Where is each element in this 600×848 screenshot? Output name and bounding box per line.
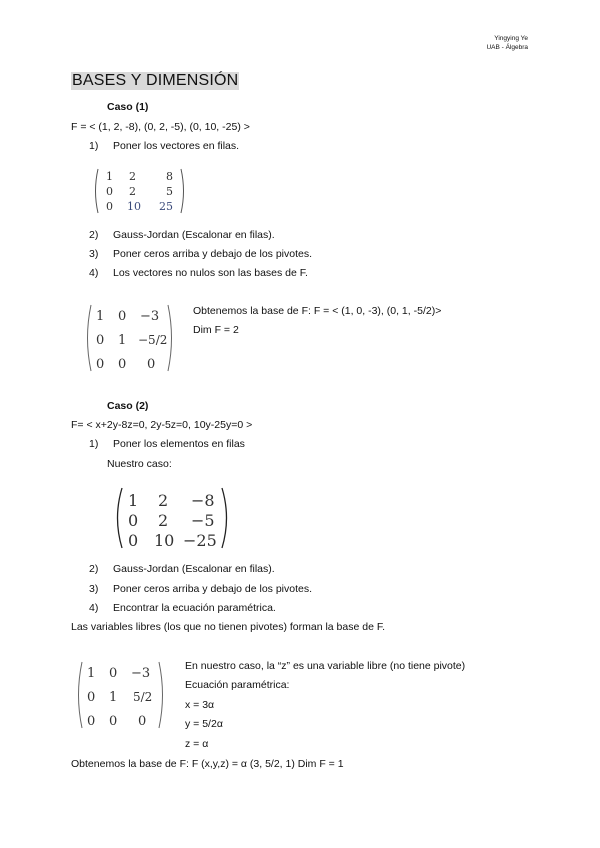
- cell: 1: [109, 690, 118, 705]
- cell: 1: [106, 170, 113, 183]
- step-number: 4): [89, 267, 99, 279]
- cell: 5: [166, 185, 173, 198]
- cell: 0: [118, 357, 127, 372]
- cell: 2: [158, 511, 169, 530]
- case1-set: F = < (1, 2, -8), (0, 2, -5), (0, 10, -25) >: [71, 121, 250, 133]
- cell: 0: [87, 690, 96, 705]
- step-number: 2): [89, 563, 99, 575]
- cell: −3: [140, 309, 160, 324]
- step-text: Poner los elementos en filas: [113, 438, 245, 450]
- case2-note: En nuestro caso, la “z” es una variable libre (no tiene pivote): [185, 660, 466, 672]
- cell: −3: [131, 666, 151, 681]
- case2-result: Obtenemos la base de F: F (x,y,z) = α (3, 5/2, 1) Dim F = 1: [71, 758, 344, 770]
- cell: 0: [96, 357, 105, 372]
- cell: 0: [106, 200, 113, 213]
- cell: 0: [96, 333, 105, 348]
- cell: 8: [166, 170, 173, 183]
- case2-step-4: [89, 602, 276, 614]
- cell: 0: [147, 357, 156, 372]
- cell: 10: [154, 531, 175, 550]
- cell: 1: [128, 491, 139, 510]
- case2-step-2: [89, 563, 275, 575]
- cell: 2: [129, 185, 136, 198]
- cell: 1: [87, 666, 96, 681]
- case2-eq-label: Ecuación paramétrica:: [185, 679, 290, 691]
- case2-matrix-b: [75, 659, 167, 734]
- cell: −25: [183, 531, 217, 550]
- case1-heading: Caso (1): [107, 101, 149, 113]
- step-text: Poner ceros arriba y debajo de los pivotes.: [113, 248, 313, 260]
- step-number: 1): [89, 438, 99, 450]
- step-text: Poner los vectores en filas.: [113, 140, 240, 152]
- case1-dim: Dim F = 2: [193, 324, 239, 336]
- cell: −8: [191, 491, 215, 510]
- step-number: 2): [89, 229, 99, 241]
- case2-eq-x: x = 3α: [185, 699, 215, 711]
- cell: 1: [96, 309, 105, 324]
- cell: 2: [129, 170, 136, 183]
- header-author: Yingying Ye: [494, 35, 528, 42]
- case1-step-1: [89, 140, 239, 152]
- cell: 25: [159, 200, 173, 213]
- step-text: Encontrar la ecuación paramétrica.: [113, 602, 276, 614]
- cell: 2: [158, 491, 169, 510]
- cell: 0: [138, 714, 147, 729]
- step-text: Gauss-Jordan (Escalonar en filas).: [113, 229, 275, 241]
- case2-set: F= < x+2y-8z=0, 2y-5z=0, 10y-25y=0 >: [71, 419, 253, 431]
- step-number: 1): [89, 140, 99, 152]
- step-text: Gauss-Jordan (Escalonar en filas).: [113, 563, 275, 575]
- cell: 0: [109, 714, 118, 729]
- case1-step-2: [89, 229, 275, 241]
- case2-our-case: Nuestro caso:: [107, 458, 172, 470]
- page-title: BASES Y DIMENSIÓN: [72, 72, 239, 89]
- case1-result: Obtenemos la base de F: F = < (1, 0, -3), (0, 1, -5/2)>: [193, 305, 442, 317]
- step-number: 3): [89, 248, 99, 260]
- cell: 0: [87, 714, 96, 729]
- step-text: Poner ceros arriba y debajo de los pivotes.: [113, 583, 313, 595]
- header-course: UAB - Álgebra: [486, 44, 528, 51]
- cell: −5/2: [138, 333, 168, 347]
- case2-heading: Caso (2): [107, 400, 149, 412]
- step-text: Los vectores no nulos son las bases de F.: [113, 267, 308, 279]
- case1-step-3: [89, 248, 312, 260]
- step-number: 4): [89, 602, 99, 614]
- case2-step-3: [89, 583, 312, 595]
- case2-matrix-a: [113, 486, 231, 553]
- case2-eq-y: y = 5/2α: [185, 718, 223, 730]
- cell: 0: [128, 511, 139, 530]
- case2-free-vars: Las variables libres (los que no tienen pivotes) forman la base de F.: [71, 621, 386, 633]
- case1-matrix-b: [84, 302, 176, 377]
- cell: 0: [118, 309, 127, 324]
- case2-step-1: [89, 438, 245, 450]
- cell: 1: [118, 333, 127, 348]
- cell: 0: [109, 666, 118, 681]
- step-number: 3): [89, 583, 99, 595]
- cell: 0: [128, 531, 139, 550]
- case2-eq-z: z = α: [185, 738, 209, 750]
- cell: 5/2: [133, 690, 153, 704]
- cell: 0: [106, 185, 113, 198]
- case1-step-4: [89, 267, 308, 279]
- case1-matrix-a: [92, 166, 187, 219]
- cell: −5: [191, 511, 215, 530]
- cell: 10: [127, 200, 141, 213]
